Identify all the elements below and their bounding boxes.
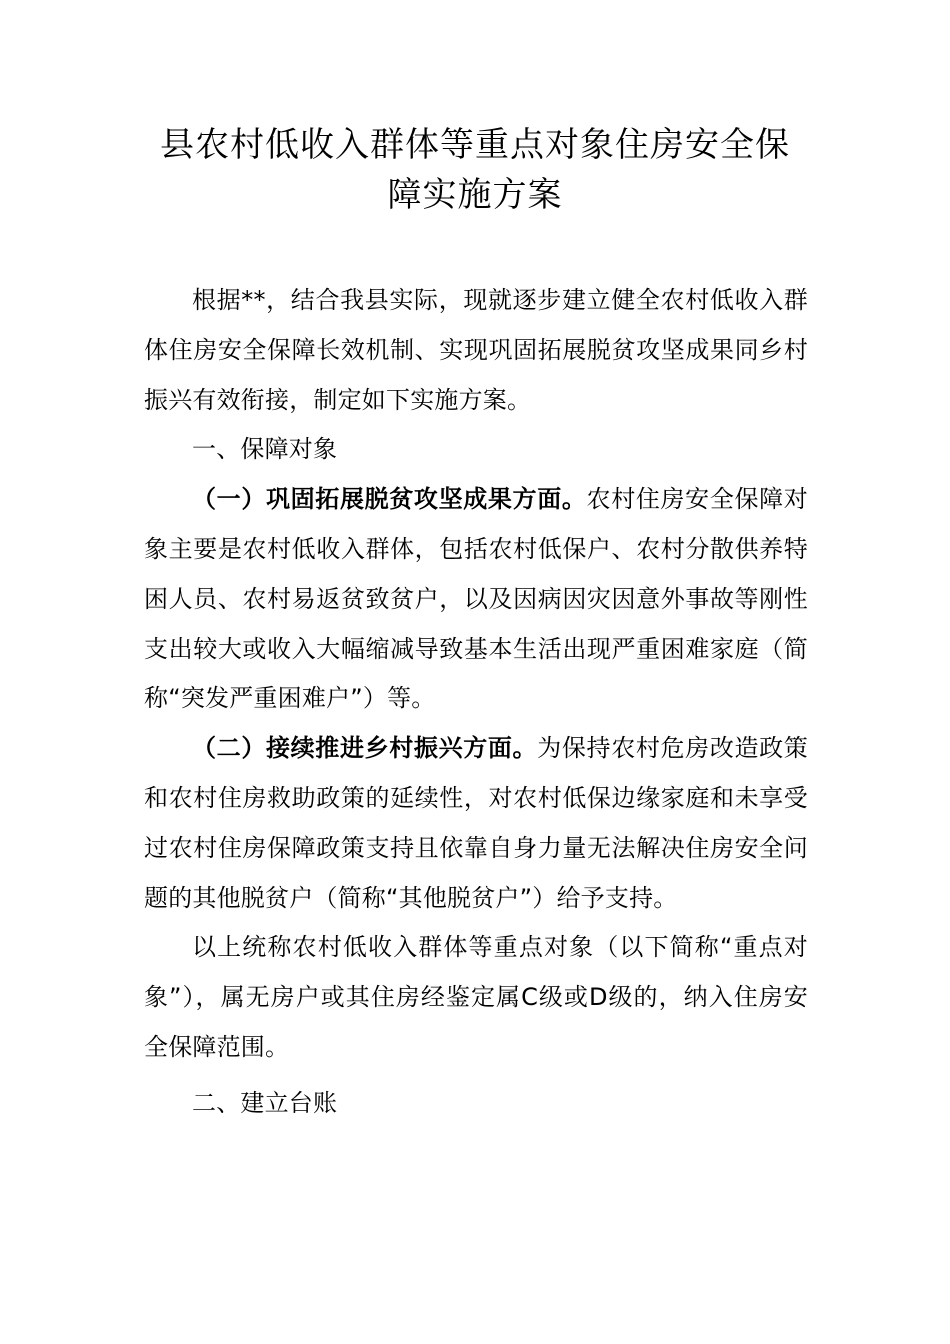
item-2-paragraph — [144, 724, 808, 923]
document-body — [144, 276, 808, 1129]
intro-paragraph: 根据**，结合我县实际，现就逐步建立健全农村低收入群体住房安全保障长效机制、实现巩固拓展脱贫攻坚成果同乡村振兴有效衔接，制定如下实施方案。 — [144, 286, 808, 414]
item-2-lead: （二）接续推进乡村振兴方面。 — [192, 734, 538, 763]
section-2-heading: 二、建立台账 — [192, 1088, 338, 1117]
item-2-text: 为保持农村危房改造政策和农村住房救助政策的延续性，对农村低保边缘家庭和未享受过农村住房保障政策支持且依靠自身力量无法解决住房安全问题的其他脱贫户（简称“其他脱贫户”）给予支持。 — [144, 734, 808, 912]
item-1-text: 农村住房安全保障对象主要是农村低收入群体，包括农村低保户、农村分散供养特困人员、农村易返贫致贫户，以及因病因灾因意外事故等刚性支出较大或收入大幅缩减导致基本生活出现严重困难家庭（简称“突发严重困难户”）等。 — [144, 485, 808, 713]
section-1-heading: 一、保障对象 — [192, 435, 338, 464]
document-title — [140, 120, 810, 220]
summary-paragraph: 以上统称农村低收入群体等重点对象（以下简称“重点对象”），属无房户或其住房经鉴定属C级或D级的，纳入住房安全保障范围。 — [144, 933, 808, 1061]
item-1-lead: （一）巩固拓展脱贫攻坚成果方面。 — [192, 485, 587, 514]
document-title-line-1: 县农村低收入群体等重点对象住房安全保 — [160, 125, 790, 165]
document-title-line-2: 障实施方案 — [387, 175, 563, 215]
item-1-paragraph — [144, 475, 808, 724]
